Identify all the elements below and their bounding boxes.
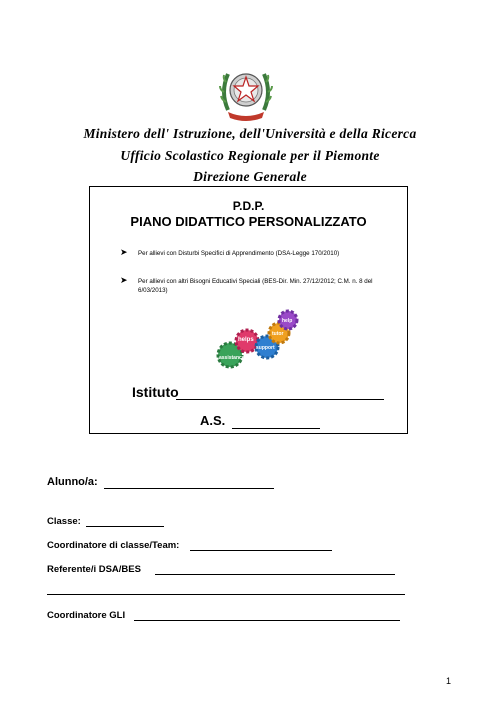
coordinator-line[interactable] (190, 550, 332, 551)
class-label: Classe: (47, 516, 81, 527)
class-line[interactable] (86, 526, 164, 527)
as-line[interactable] (232, 428, 320, 429)
arrow-bullet-icon: ➤ (120, 275, 128, 285)
coordinator-label: Coordinatore di classe/Team: (47, 540, 180, 551)
gear-word: help (282, 318, 293, 324)
ministry-name: Ministero dell' Istruzione, dell'Università e della Ricerca (83, 126, 417, 141)
general-direction: Direzione Generale (193, 169, 307, 184)
regional-office: Ufficio Scolastico Regionale per il Piemonte (120, 148, 380, 163)
arrow-bullet-icon: ➤ (120, 247, 128, 257)
istituto-label: Istituto (132, 384, 179, 400)
istituto-line[interactable] (176, 399, 384, 400)
gear-word: support (256, 345, 275, 351)
as-label: A.S. (200, 413, 226, 428)
gli-line[interactable] (134, 620, 400, 621)
gear-word: tutor (272, 331, 284, 337)
student-label: Alunno/a: (47, 476, 98, 488)
republic-emblem-icon (218, 62, 274, 124)
bullet-bes: Per allievi con altri Bisogni Educativi Speciali (BES-Dir. Min. 27/12/2012; C.M. n. 8 del 6/03/2013) (138, 278, 373, 294)
pdp-title: PIANO DIDATTICO PERSONALIZZATO (130, 214, 367, 229)
referent-line-2[interactable] (47, 594, 405, 595)
gli-label: Coordinatore GLI (47, 610, 126, 621)
gear-word: assistance (219, 355, 245, 361)
student-line[interactable] (104, 488, 274, 489)
referent-label: Referente/i DSA/BES (47, 564, 141, 575)
bullet-dsa: Per allievi con Disturbi Specifici di Apprendimento (DSA-Legge 170/2010) (138, 250, 340, 257)
pdp-acronym: P.D.P. (232, 199, 265, 213)
referent-line[interactable] (155, 574, 395, 575)
title-box (89, 186, 408, 434)
page-number: 1 (446, 676, 452, 686)
gear-word: helps (238, 337, 254, 343)
